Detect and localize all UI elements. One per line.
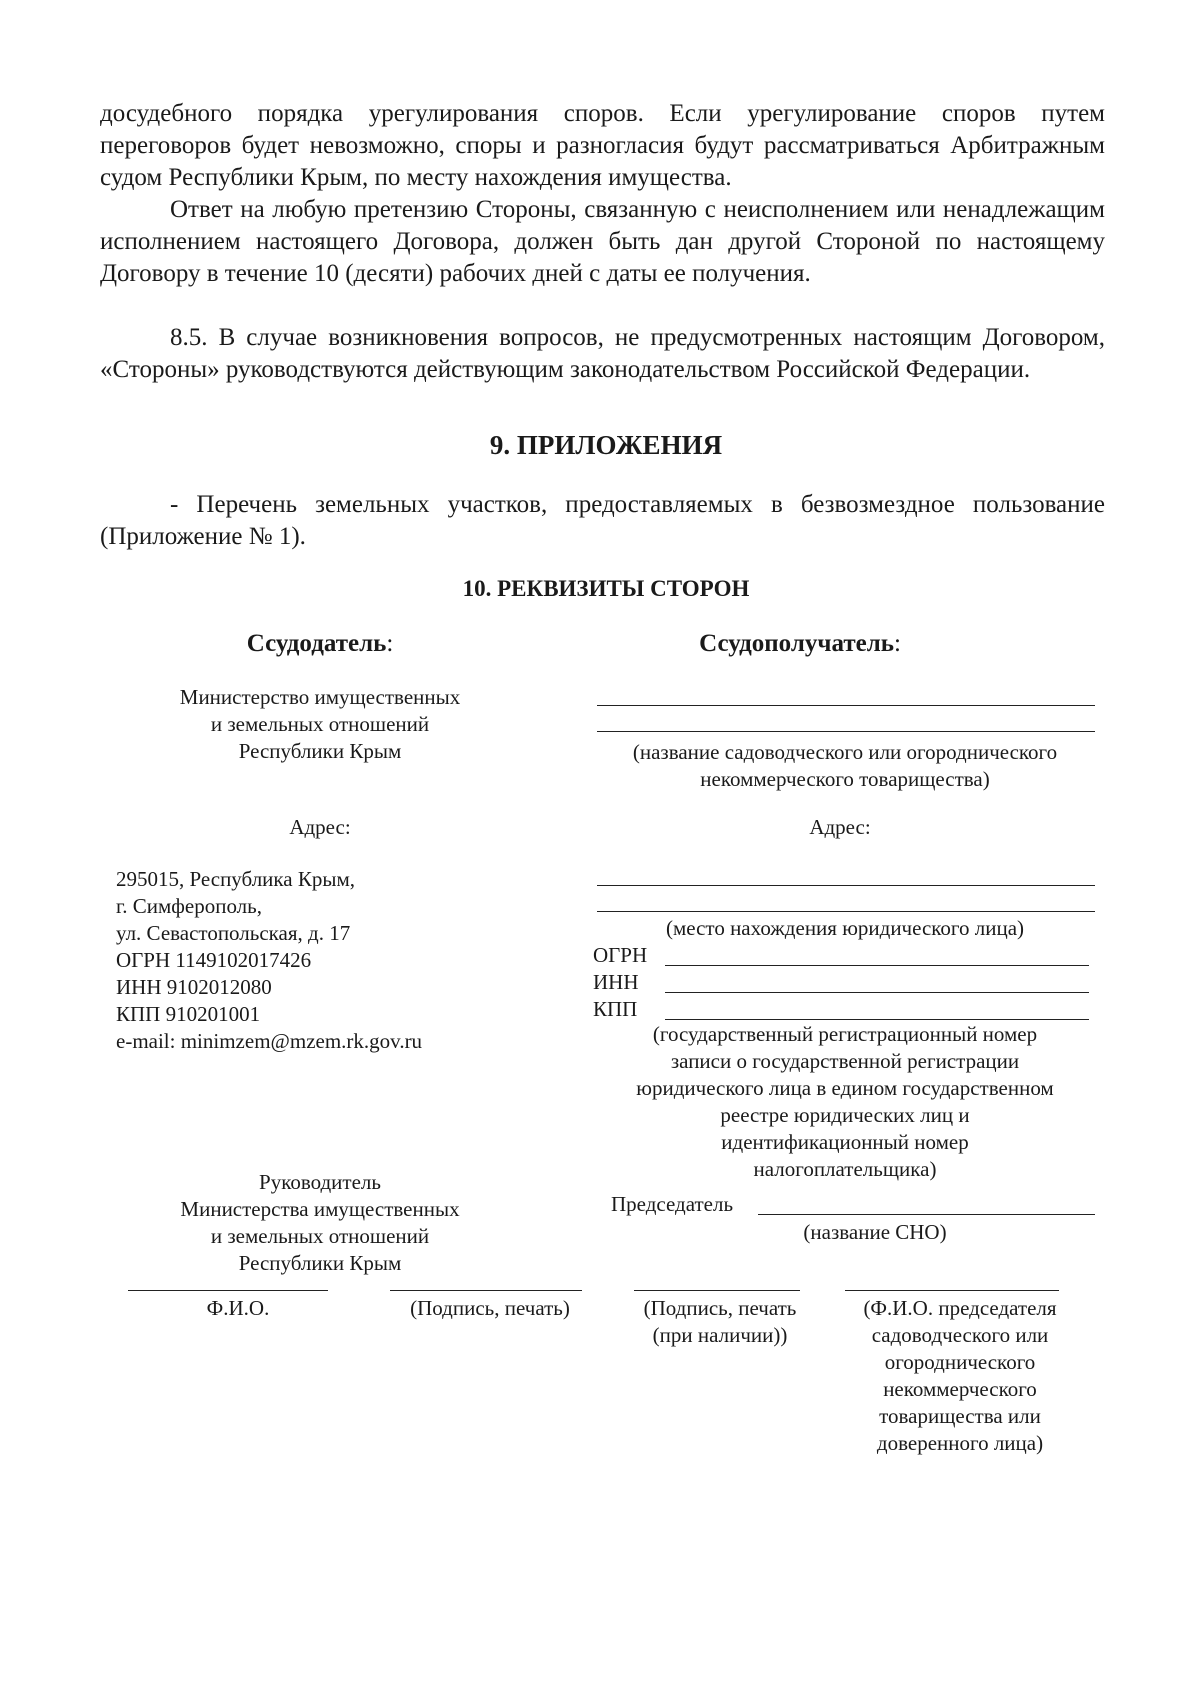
- borrower-registration-hint: [590, 1021, 1100, 1183]
- borrower-signature-caption-line-1: (Подпись, печать: [643, 1296, 797, 1320]
- borrower-fio-caption-line-3: огороднического: [884, 1350, 1036, 1374]
- registration-hint-line-2: записи о государственной регистрации: [670, 1049, 1020, 1073]
- borrower-chairman-blank[interactable]: [758, 1214, 1095, 1215]
- borrower-name-hint-line-1: (название садоводческого или огороднического: [632, 740, 1058, 764]
- lender-head-block: [140, 1169, 500, 1277]
- borrower-ogrn-blank: [665, 965, 1089, 966]
- borrower-kpp-label: КПП: [593, 997, 638, 1021]
- registration-hint-line-3: юридического лица в едином государственном: [636, 1076, 1054, 1100]
- borrower-fio-caption-line-5: товарищества или: [879, 1404, 1041, 1428]
- registration-hint-line-4: реестре юридических лиц и: [720, 1103, 970, 1127]
- lender-title-text: Ссудодатель: [246, 630, 387, 657]
- lender-fio-line[interactable]: [128, 1290, 328, 1291]
- registration-hint-line-6: налогоплательщика): [753, 1157, 937, 1181]
- borrower-kpp-field[interactable]: [593, 996, 1093, 1023]
- borrower-fio-caption-line-1: (Ф.И.О. председателя: [863, 1296, 1057, 1320]
- borrower-fio-caption-line-2: садоводческого или: [871, 1323, 1049, 1347]
- borrower-fio-caption: [840, 1295, 1080, 1457]
- borrower-inn-field[interactable]: [593, 969, 1093, 996]
- section-10-heading: 10. РЕКВИЗИТЫ СТОРОН: [462, 576, 750, 601]
- lender-address-label: Адрес:: [289, 815, 351, 839]
- borrower-name-line-1: [597, 705, 1095, 706]
- registration-hint-line-1: (государственный регистрационный номер: [652, 1022, 1038, 1046]
- borrower-name-hint: [590, 739, 1100, 793]
- lender-city: г. Симферополь,: [116, 894, 262, 918]
- borrower-fio-line[interactable]: [845, 1290, 1059, 1291]
- lender-inn: ИНН 9102012080: [116, 975, 272, 999]
- borrower-title: [640, 630, 960, 658]
- borrower-address-line-2: [597, 911, 1095, 912]
- lender-kpp: КПП 910201001: [116, 1002, 261, 1026]
- borrower-title-text: Ссудополучатель: [699, 630, 894, 657]
- borrower-ogrn-field[interactable]: [593, 942, 1093, 969]
- lender-head-line-2: Министерства имущественных: [180, 1197, 460, 1221]
- borrower-inn-label: ИНН: [593, 970, 639, 994]
- borrower-address-line-1: [597, 885, 1095, 886]
- lender-org-line-2: и земельных отношений: [210, 712, 430, 736]
- paragraph-claim-response: Ответ на любую претензию Стороны, связанную с неисполнением или ненадлежащим исполнением настоящего Договора, должен быть дан другой Стороной по настоящему Договору в течение 10 (десяти) рабочих дней с даты ее получения.: [100, 196, 1105, 287]
- lender-fio-caption: Ф.И.О.: [206, 1296, 270, 1320]
- section-9-item: - Перечень земельных участков, предоставляемых в безвозмездное пользование (Приложение № 1).: [100, 491, 1105, 550]
- lender-ogrn: ОГРН 1149102017426: [116, 948, 312, 972]
- borrower-kpp-blank: [665, 1019, 1089, 1020]
- borrower-sno-hint: (название СНО): [803, 1220, 947, 1244]
- lender-postal-code: 295015, Республика Крым,: [116, 867, 356, 891]
- borrower-address-label: Адрес:: [809, 815, 871, 839]
- lender-street: ул. Севастопольская, д. 17: [116, 921, 351, 945]
- section-9-heading: 9. ПРИЛОЖЕНИЯ: [489, 430, 723, 460]
- lender-org-line-3: Республики Крым: [238, 739, 402, 763]
- borrower-signature-line[interactable]: [634, 1290, 800, 1291]
- borrower-signature-caption-line-2: (при наличии)): [652, 1323, 788, 1347]
- borrower-chairman-label: Председатель: [611, 1192, 734, 1216]
- borrower-location-hint: (место нахождения юридического лица): [665, 916, 1025, 940]
- borrower-name-hint-line-2: некоммерческого товарищества): [700, 767, 990, 791]
- borrower-inn-blank: [665, 992, 1089, 993]
- lender-head-line-3: и земельных отношений: [210, 1224, 430, 1248]
- lender-signature-line[interactable]: [390, 1290, 582, 1291]
- lender-signature-caption: (Подпись, печать): [410, 1296, 570, 1320]
- lender-title-colon: :: [386, 630, 394, 657]
- lender-title: [160, 630, 480, 658]
- paragraph-dispute-resolution: досудебного порядка урегулирования споров. Если урегулирование споров путем переговоров будет невозможно, споры и разногласия будут рассматриваться Арбитражным судом Республики Крым, по месту нахождения имущества.: [100, 100, 1105, 191]
- lender-email: e-mail: minimzem@mzem.rk.gov.ru: [116, 1029, 423, 1053]
- borrower-fio-caption-line-4: некоммерческого: [883, 1377, 1037, 1401]
- lender-requisites: [116, 866, 422, 1055]
- borrower-ogrn-label: ОГРН: [593, 943, 648, 967]
- borrower-name-line-2: [597, 731, 1095, 732]
- registration-hint-line-5: идентификационный номер: [721, 1130, 969, 1154]
- lender-org-line-1: Министерство имущественных: [179, 685, 461, 709]
- paragraph-8-5: 8.5. В случае возникновения вопросов, не предусмотренных настоящим Договором, «Стороны» руководствуются действующим законодательством Российской Федерации.: [100, 324, 1105, 383]
- lender-head-line-4: Республики Крым: [238, 1251, 402, 1275]
- lender-head-line-1: Руководитель: [259, 1170, 381, 1194]
- borrower-signature-caption: [615, 1295, 825, 1349]
- lender-organization: [140, 684, 500, 765]
- borrower-title-colon: :: [893, 630, 901, 657]
- borrower-fio-caption-line-6: доверенного лица): [876, 1431, 1044, 1455]
